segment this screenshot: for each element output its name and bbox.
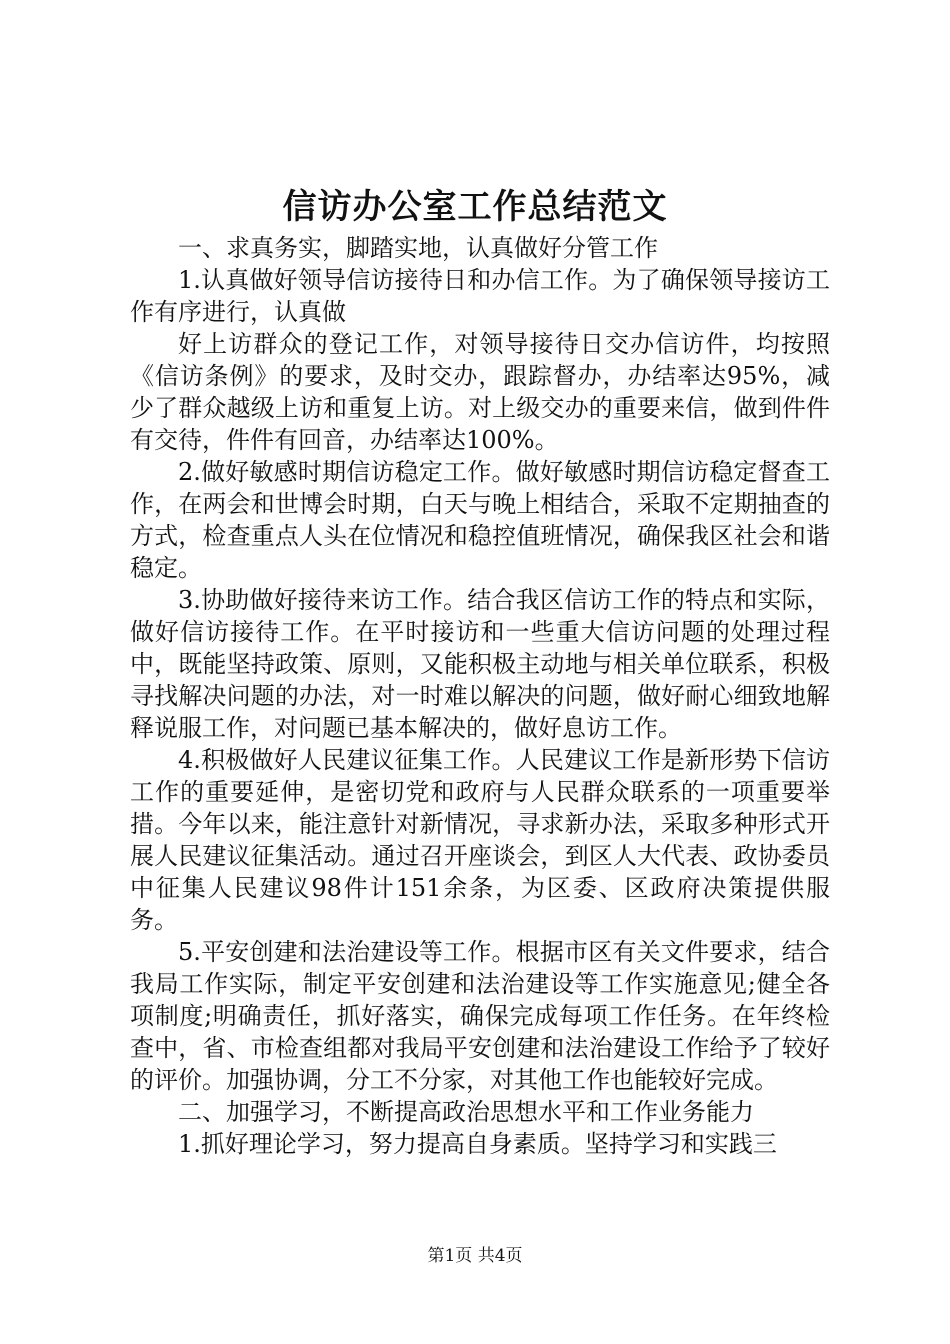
document-title: 信访办公室工作总结范文 [282, 187, 668, 227]
paragraph-1-3: 3.协助做好接待来访工作。结合我区信访工作的特点和实际，做好信访接待工作。在平时接访和一些重大信访问题的处理过程中，既能坚持政策、原则，又能积极主动地与相关单位联系，积极寻找解决问题的办法，对一时难以解决的问题，做好耐心细致地解释说服工作，对问题已基本解决的，做好息访工作。 [130, 586, 830, 742]
paragraph-1-5: 5.平安创建和法治建设等工作。根据市区有关文件要求，结合我局工作实际，制定平安创建和法治建设等工作实施意见;健全各项制度;明确责任，抓好落实，确保完成每项工作任务。在年终检查中，省、市检查组都对我局平安创建和法治建设工作给予了较好的评价。加强协调，分工不分家，对其他工作也能较好完成。 [130, 938, 830, 1094]
paragraph-1-4: 4.积极做好人民建议征集工作。人民建议工作是新形势下信访工作的重要延伸，是密切党和政府与人民群众联系的一项重要举措。今年以来，能注意针对新情况，寻求新办法，采取多种形式开展人民建议征集活动。通过召开座谈会，到区人大代表、政协委员中征集人民建议98件计151余条，为区委、区政府决策提供服务。 [130, 746, 830, 934]
section-heading-1: 一、求真务实，脚踏实地，认真做好分管工作 [178, 234, 658, 262]
document-body [130, 232, 830, 1160]
paragraph-1-1-cont: 好上访群众的登记工作，对领导接待日交办信访件，均按照《信访条例》的要求，及时交办，跟踪督办，办结率达95%，减少了群众越级上访和重复上访。对上级交办的重要来信，做到件件有交待，件件有回音，办结率达100%。 [130, 330, 830, 454]
paragraph-2-1: 1.抓好理论学习，努力提高自身素质。坚持学习和实践三 [178, 1130, 777, 1158]
section-heading-2: 二、加强学习，不断提高政治思想水平和工作业务能力 [178, 1098, 754, 1126]
paragraph-1-2: 2.做好敏感时期信访稳定工作。做好敏感时期信访稳定督查工作，在两会和世博会时期，白天与晚上相结合，采取不定期抽查的方式，检查重点人头在位情况和稳控值班情况，确保我区社会和谐稳定。 [130, 458, 830, 582]
page-footer: 第1页 共4页 [427, 1246, 523, 1266]
paragraph-1-1: 1.认真做好领导信访接待日和办信工作。为了确保领导接访工作有序进行，认真做 [130, 266, 830, 326]
